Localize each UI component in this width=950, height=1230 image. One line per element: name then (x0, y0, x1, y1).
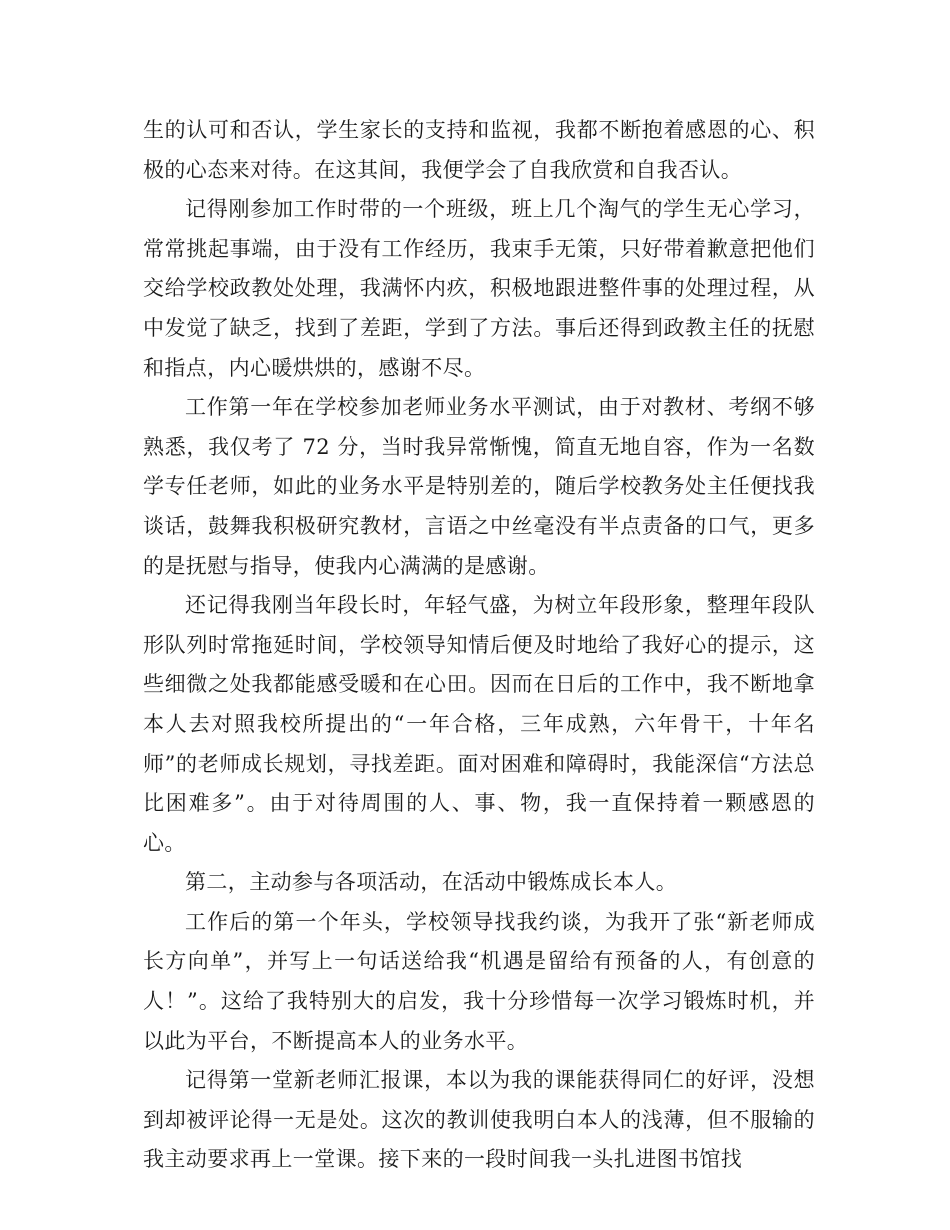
paragraph-5-heading: 第二，主动参与各项活动，在活动中锻炼成长本人。 (185, 870, 678, 895)
paragraph-7: 记得第一堂新老师汇报课，本以为我的课能获得同仁的好评，没想到却被评论得一无是处。这次的教训使我明白本人的浅薄，但不服输的我主动要求再上一堂课。接下来的一段时间我一头扎进图书馆找 (143, 1068, 815, 1172)
paragraph-2: 记得刚参加工作时带的一个班级，班上几个淘气的学生无心学习，常常挑起事端，由于没有工作经历，我束手无策，只好带着歉意把他们交给学校政教处处理，我满怀内疚，积极地跟进整件事的处理过程，从中发觉了缺乏，找到了差距，学到了方法。事后还得到政教主任的抚慰和指点，内心暖烘烘的，感谢不尽。 (143, 197, 815, 380)
paragraph-3: 工作第一年在学校参加老师业务水平测试，由于对教材、考纲不够熟悉，我仅考了 72 分，当时我异常惭愧，简直无地自容，作为一名数学专任老师，如此的业务水平是特别差的，随后学校教务处主任便找我谈话，鼓舞我积极研究教材，言语之中丝毫没有半点责备的口气，更多的是抚慰与指导，使我内心满满的是感谢。 (143, 395, 815, 578)
paragraph-6: 工作后的第一个年头，学校领导找我约谈，为我开了张“新老师成长方向单”，并写上一句话送给我“机遇是留给有预备的人，有创意的人！”。这给了我特别大的启发，我十分珍惜每一次学习锻炼时机，并以此为平台，不断提高本人的业务水平。 (143, 909, 815, 1053)
document-page (143, 111, 815, 1180)
paragraph-1: 生的认可和否认，学生家长的支持和监视，我都不断抱着感恩的心、积极的心态来对待。在这其间，我便学会了自我欣赏和自我否认。 (143, 118, 815, 182)
paragraph-4: 还记得我刚当年段长时，年轻气盛，为树立年段形象，整理年段队形队列时常拖延时间，学校领导知情后便及时地给了我好心的提示，这些细微之处我都能感受暖和在心田。因而在日后的工作中，我不断地拿本人去对照我校所提出的“一年合格，三年成熟，六年骨干，十年名师”的老师成长规划，寻找差距。面对困难和障碍时，我能深信“方法总比困难多”。由于对待周围的人、事、物，我一直保持着一颗感恩的心。 (143, 593, 815, 855)
